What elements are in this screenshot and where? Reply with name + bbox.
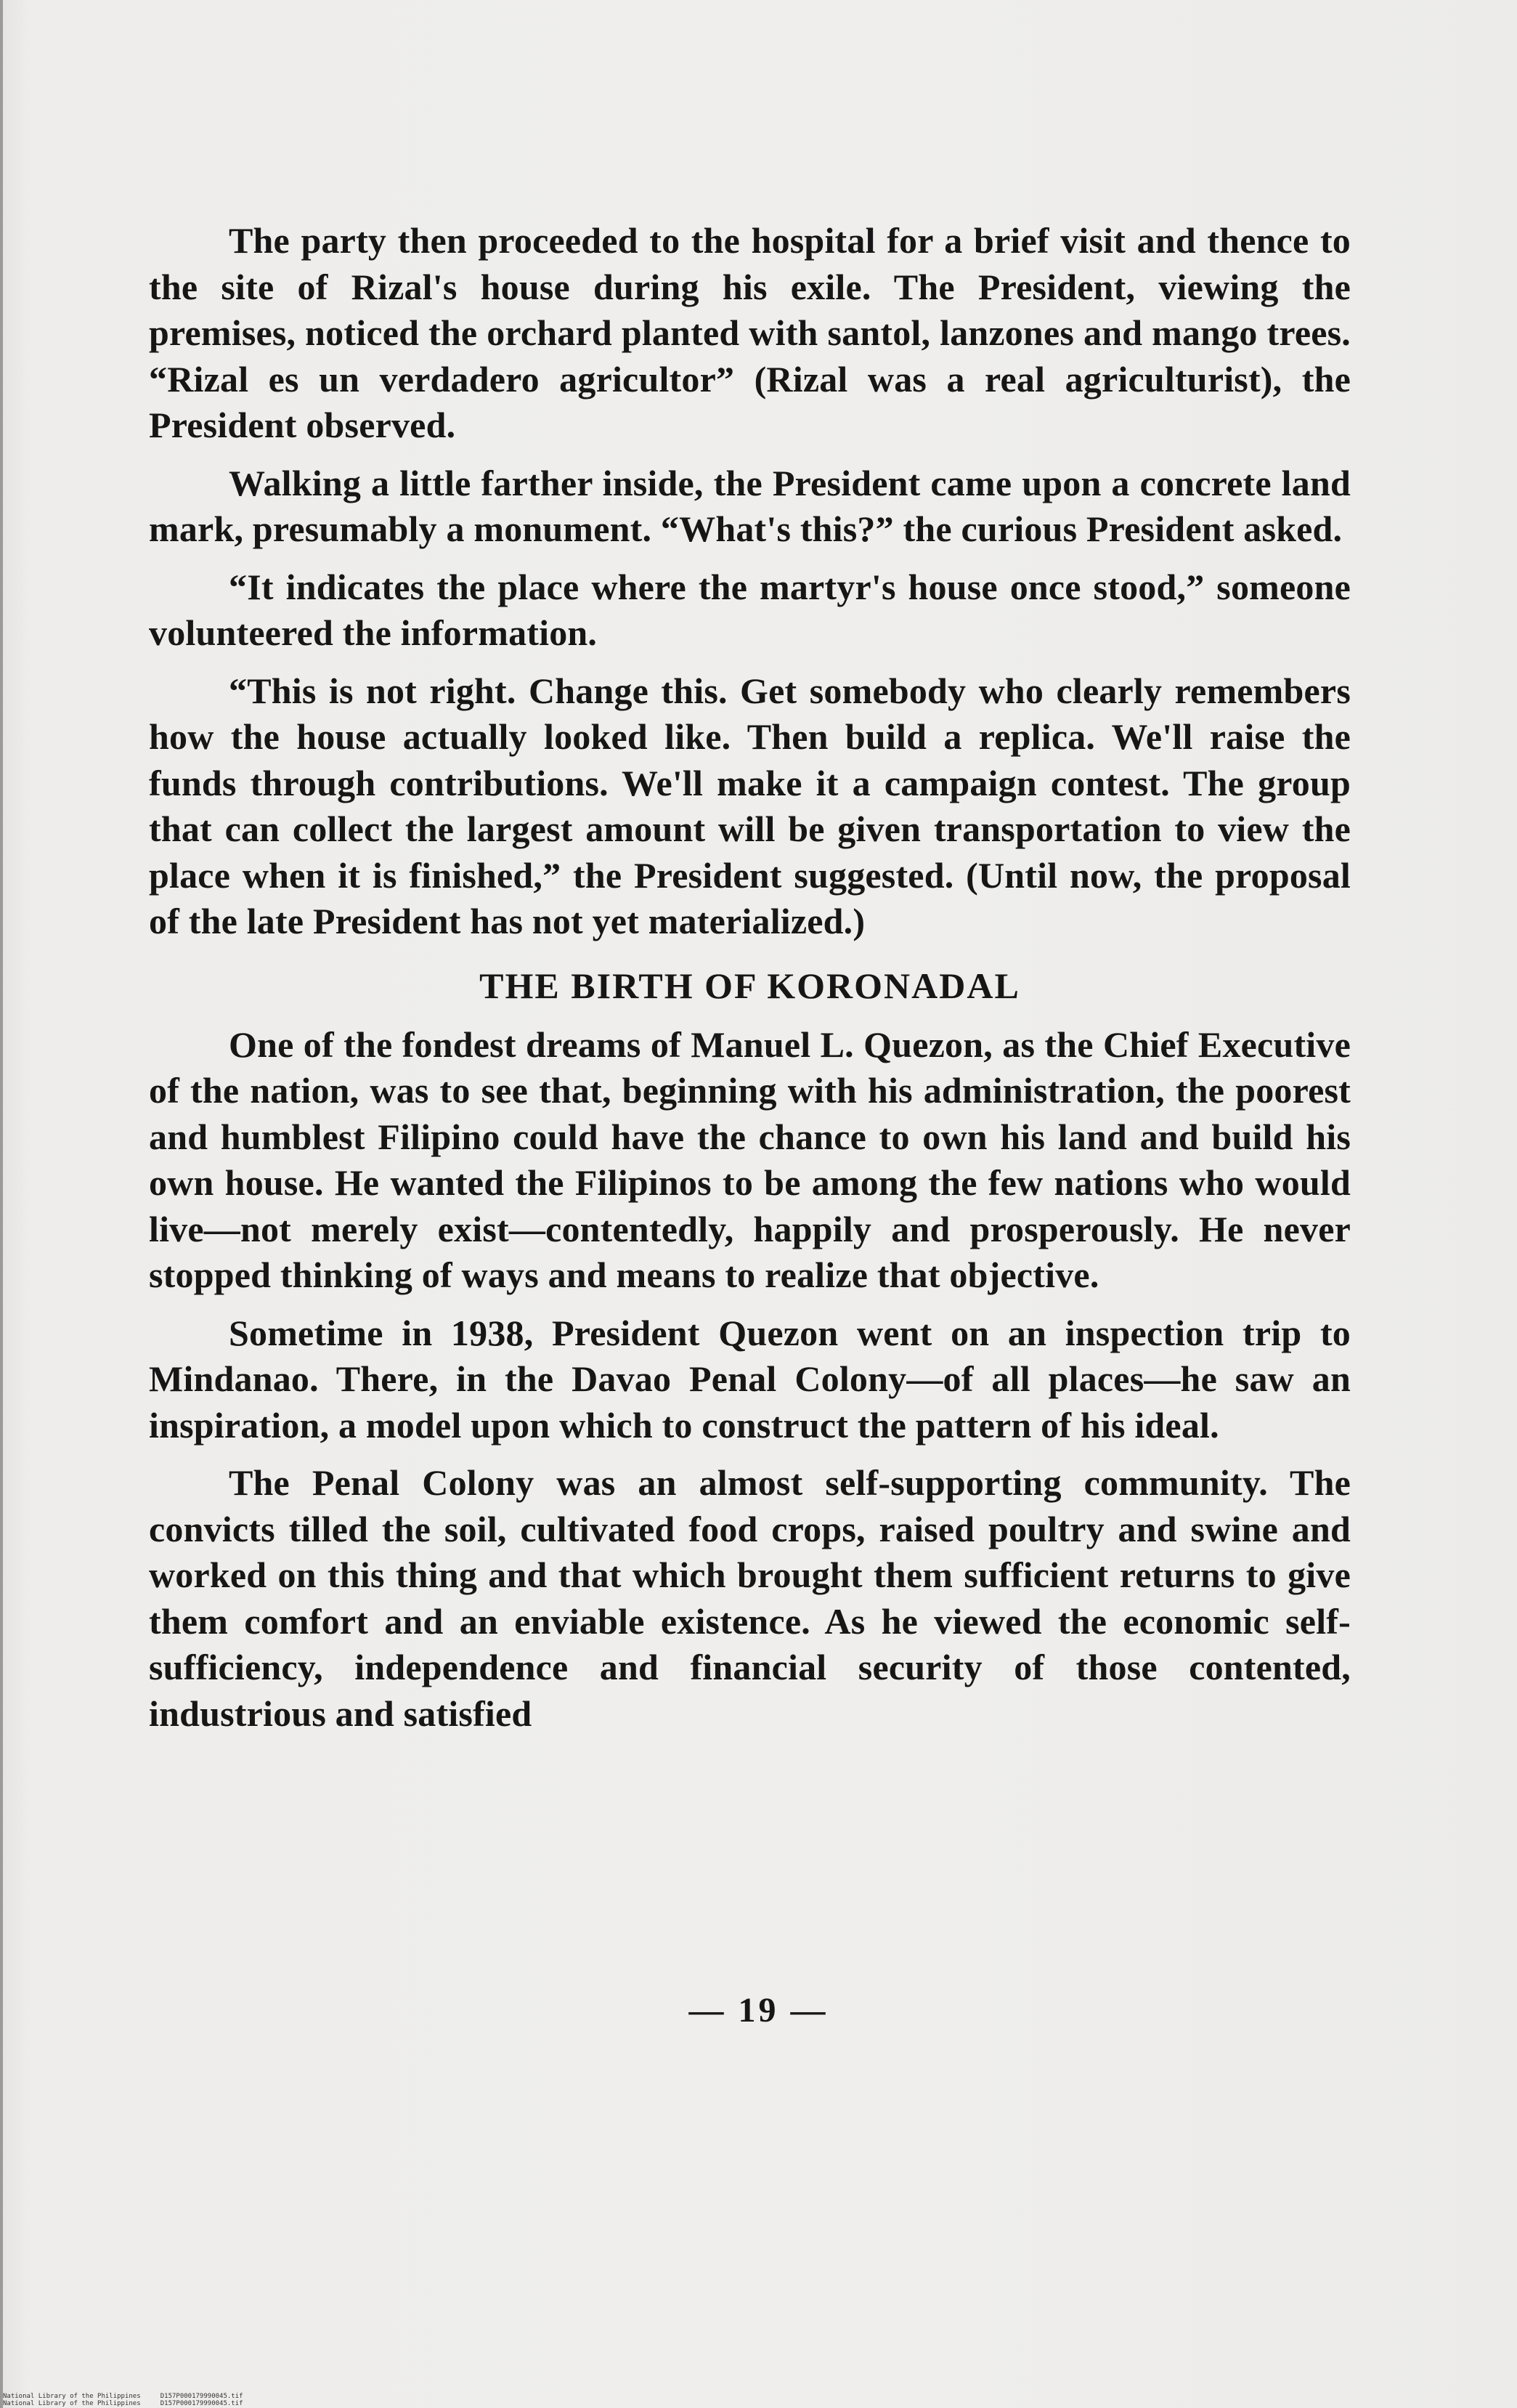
footer-source-1: National Library of the Philippines [3, 2393, 141, 2400]
paragraph-land-mark: Walking a little farther inside, the President came upon a concrete land mark, presumably a monument. “What's this?” the curious President asked. [149, 462, 1351, 549]
footer-file-2: D157P000179990045.tif [160, 2400, 243, 2407]
paragraph-mindanao-trip: Sometime in 1938, President Quezon went on an inspection trip to Mindanao. There, in the Davao Penal Colony—of all places—he saw an inspiration, a model upon which to construct the pattern of his ideal. [149, 1312, 1351, 1446]
footer-source-2: National Library of the Philippines [3, 2400, 141, 2407]
body-text [149, 218, 1351, 1748]
page-number: — 19 — [688, 1991, 829, 2030]
paragraph-quezon-dream: One of the fondest dreams of Manuel L. Quezon, as the Chief Executive of the nation, was to see that, beginning with his administration, the poorest and humblest Filipino could have the chance to own his land and build his own house. He wanted the Filipinos to be among the few nations who would live—not merely exist—contentedly, happily and prosperously. He never stopped thinking of ways and means to realize that objective. [149, 1023, 1351, 1295]
paragraph-martyr-house: “It indicates the place where the martyr's house once stood,” someone volunteered the information. [149, 566, 1351, 653]
paragraph-replica-proposal: “This is not right. Change this. Get somebody who clearly remembers how the house actually looked like. Then build a replica. We'll raise the funds through contributions. We'll make it a campaign contest. The group that can collect the largest amount will be given transportation to view the place when it is finished,” the President suggested. (Until now, the proposal of the late President has not yet materialized.) [149, 670, 1351, 941]
footer-file-1: D157P000179990045.tif [160, 2393, 243, 2400]
archive-footer [3, 2393, 243, 2407]
paragraph-penal-colony: The Penal Colony was an almost self-supporting community. The convicts tilled the soil, cultivated food crops, raised poultry and swine and worked on this thing and that which brought them sufficient returns to give them comfort and an enviable existence. As he viewed the economic self-sufficiency, independence and financial security of those contented, industrious and satisfied [149, 1462, 1351, 1734]
paragraph-hospital-visit: The party then proceeded to the hospital for a brief visit and thence to the site of Rizal's house during his exile. The President, viewing the premises, noticed the orchard planted with santol, lanzones and mango trees. “Rizal es un verdadero agricultor” (Rizal was a real agriculturist), the President observed. [149, 220, 1351, 445]
section-heading: THE BIRTH OF KORONADAL [479, 965, 1020, 1006]
page-binding-edge [0, 0, 3, 2408]
